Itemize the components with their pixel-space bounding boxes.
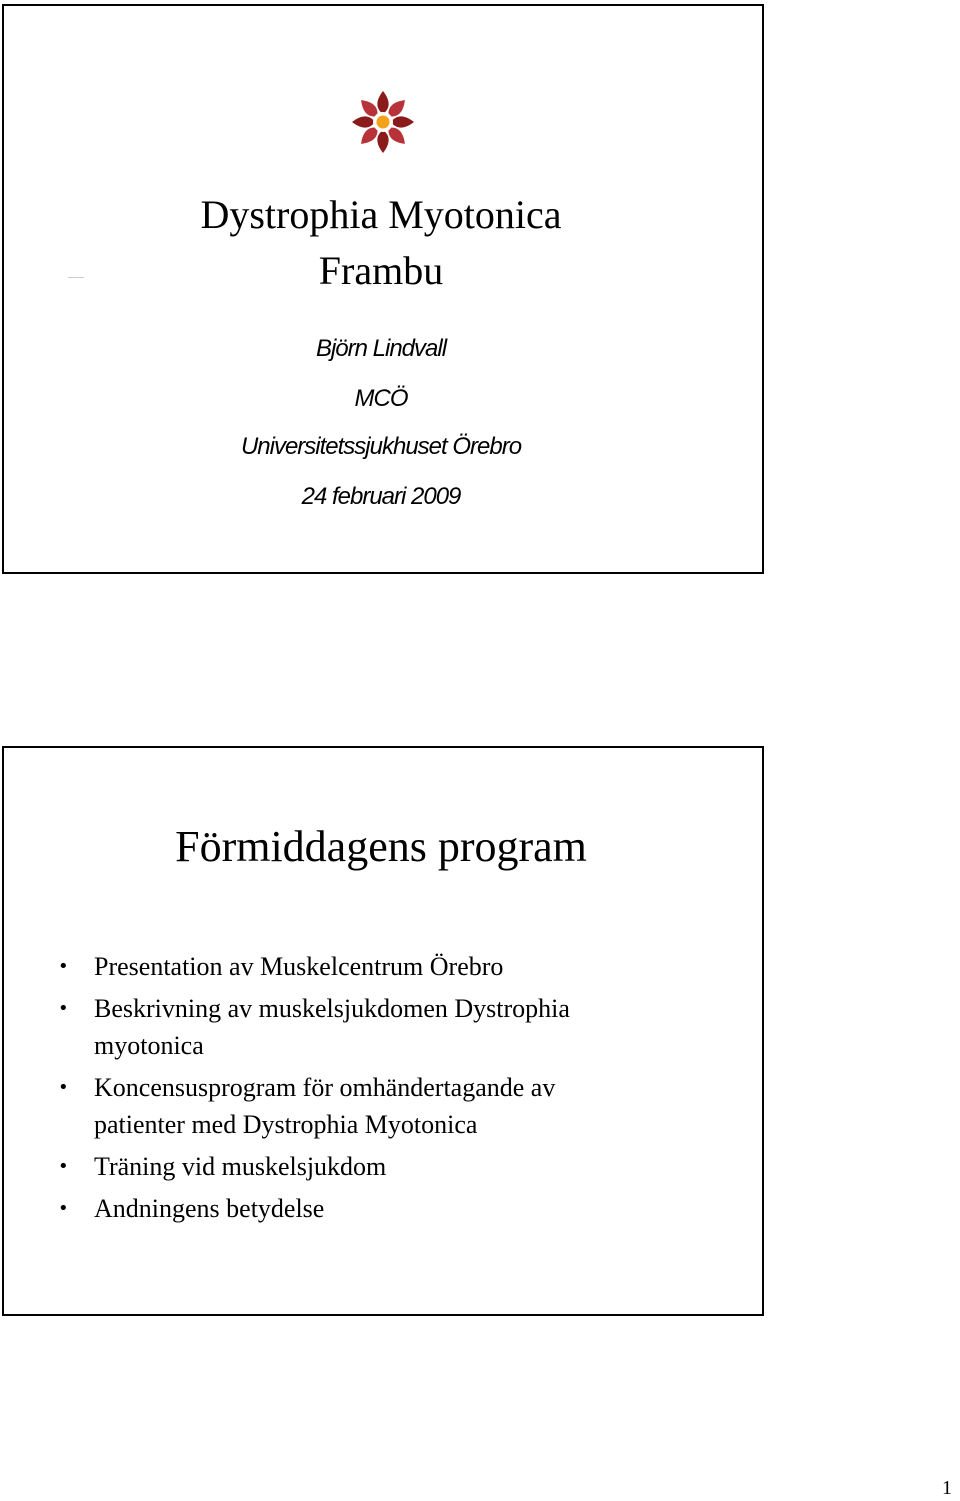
program-item-text: Beskrivning av muskelsjukdomen Dystrophia <box>94 994 570 1023</box>
presentation-subtitle: Frambu <box>318 248 444 293</box>
page-number: 1 <box>942 1477 952 1499</box>
flower-logo-icon <box>349 88 417 156</box>
program-item <box>58 1148 698 1185</box>
program-item <box>58 1069 698 1143</box>
program-item-text-continued: myotonica <box>94 1031 204 1060</box>
program-item <box>58 990 698 1064</box>
presentation-date: 24 februari 2009 <box>301 483 461 510</box>
program-item-text: Andningens betydelse <box>94 1194 325 1223</box>
logo-petal <box>377 91 388 114</box>
bullet-icon: • <box>58 1198 69 1219</box>
bullet-icon: • <box>58 956 69 977</box>
presentation-title: Dystrophia Myotonica <box>200 192 562 237</box>
program-title: Förmiddagens program <box>175 822 587 871</box>
logo-petal <box>352 116 375 127</box>
unit-name: MCÖ <box>354 385 408 412</box>
bullet-icon: • <box>58 998 69 1019</box>
program-list <box>58 948 698 1232</box>
program-item <box>58 1190 698 1227</box>
program-item-text-continued: patienter med Dystrophia Myotonica <box>94 1110 478 1139</box>
program-item <box>58 948 698 985</box>
logo-petal <box>377 130 388 153</box>
logo-petal <box>391 116 414 127</box>
bullet-icon: • <box>58 1077 69 1098</box>
program-item-text: Koncensusprogram för omhändertagande av <box>94 1073 556 1102</box>
program-item-text: Presentation av Muskelcentrum Örebro <box>94 952 504 981</box>
program-item-text: Träning vid muskelsjukdom <box>94 1152 387 1181</box>
hospital-name: Universitetssjukhuset Örebro <box>240 433 522 460</box>
author-name: Björn Lindvall <box>315 335 447 362</box>
logo-center-core <box>377 116 390 129</box>
bullet-icon: • <box>58 1156 69 1177</box>
